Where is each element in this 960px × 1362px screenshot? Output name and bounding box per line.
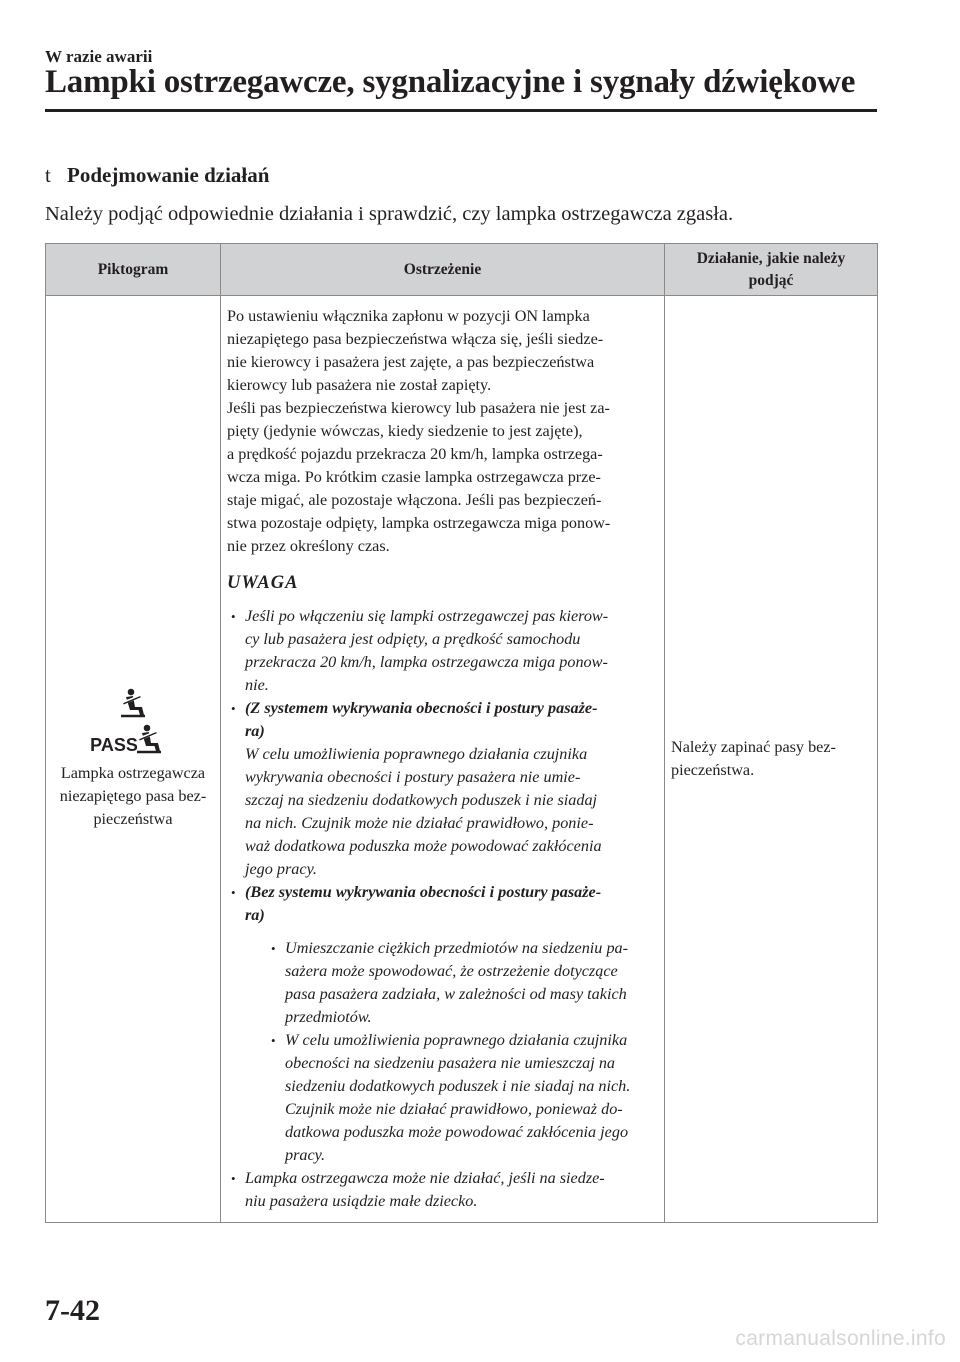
text-line: nie przez określony czas. xyxy=(227,537,390,555)
text-line: datkowa poduszka może powodować zakłócenia jego xyxy=(285,1123,629,1141)
subheading xyxy=(45,163,269,188)
text-line: wcza miga. Po krótkim czasie lampka ostrzegawcza prze- xyxy=(227,468,601,486)
watermark: carmanualsonline.info xyxy=(735,1327,946,1350)
seatbelt-warning-icon xyxy=(120,688,146,718)
text-line: Jeśli pas bezpieczeństwa kierowcy lub pasażera nie jest za- xyxy=(227,399,610,417)
text-line: • W celu umożliwienia poprawnego działania czujnika xyxy=(285,1031,628,1049)
text-line: Po ustawieniu włącznika zapłonu w pozycji ON lampka xyxy=(227,307,590,325)
note-title: UWAGA xyxy=(227,573,299,593)
text-line: szczaj na siedzeniu dodatkowych poduszek i nie siadaj xyxy=(245,791,598,809)
sub-note-list xyxy=(245,937,658,1167)
text-line: siedzeniu dodatkowych poduszek i nie siadaj na nich. xyxy=(285,1077,631,1095)
text-line: a prędkość pojazdu przekracza 20 km/h, lampka ostrzega- xyxy=(227,445,603,463)
text-line: staje migać, ale pozostaje włączona. Jeśli pas bezpieczeń- xyxy=(227,491,602,509)
header-pictogram: Piktogram xyxy=(46,244,221,296)
section-label: W razie awarii xyxy=(45,47,153,66)
page-title: Lampki ostrzegawcze, sygnalizacyjne i sygnały dźwiękowe xyxy=(45,64,856,100)
text-line: • Jeśli po włączeniu się lampki ostrzegawczej pas kierow- xyxy=(245,607,609,625)
caption-line: pieczeństwa xyxy=(93,809,173,828)
text-line: kierowcy lub pasażera nie został zapięty. xyxy=(227,376,492,394)
text-line: niezapiętego pasa bezpieczeństwa włącza się, jeśli siedze- xyxy=(227,330,604,348)
text-line: nie kierowcy i pasażera jest zajęte, a pas bezpieczeństwa xyxy=(227,353,595,371)
text-line: pieczeństwa. xyxy=(671,761,755,779)
note-item xyxy=(227,1167,658,1213)
sub-note-item xyxy=(267,1029,658,1167)
text-line: • Lampka ostrzegawcza może nie działać, jeśli na siedze- xyxy=(245,1169,605,1187)
header-action-line: Działanie, jakie należy xyxy=(696,249,846,267)
note-item xyxy=(227,697,658,881)
text-line: niu pasażera usiądzie małe dziecko. xyxy=(245,1192,478,1210)
text-line: ra) xyxy=(245,906,265,924)
subheading-marker: t xyxy=(45,163,51,187)
text-line: cy lub pasażera jest odpięty, a prędkość samochodu xyxy=(245,630,581,648)
text-line: pasa pasażera zadziała, w zależności od masy takich xyxy=(285,985,627,1003)
text-line: Czujnik może nie działać prawidłowo, ponieważ do- xyxy=(285,1100,623,1118)
text-line: W celu umożliwienia poprawnego działania czujnika xyxy=(245,745,588,763)
pass-label: PASS xyxy=(90,734,138,755)
warning-table xyxy=(45,243,878,1223)
pictogram-cell xyxy=(46,296,221,1223)
text-line: Należy zapinać pasy bez- xyxy=(671,738,836,756)
text-line: przekracza 20 km/h, lampka ostrzegawcza miga ponow- xyxy=(245,653,608,671)
text-line: • (Bez systemu wykrywania obecności i postury pasaże- xyxy=(245,883,602,901)
text-line: stwa pozostaje odpięty, lampka ostrzegawcza miga ponow- xyxy=(227,514,611,532)
note-list xyxy=(227,605,658,1213)
header-action-line: podjąć xyxy=(748,271,794,289)
text-line: pięty (jedynie wówczas, kiedy siedzenie to jest zajęte), xyxy=(227,422,583,440)
text-line: pracy. xyxy=(285,1146,326,1164)
text-line: sażera może spowodować, że ostrzeżenie dotyczące xyxy=(285,962,618,980)
note-item xyxy=(227,881,658,1167)
header-warning: Ostrzeżenie xyxy=(221,244,665,296)
text-line: przedmiotów. xyxy=(285,1008,372,1026)
passenger-seatbelt-indicator xyxy=(90,724,162,754)
text-line: obecności na siedzeniu pasażera nie umieszczaj na xyxy=(285,1054,616,1072)
caption-line: niezapiętego pasa bez- xyxy=(59,786,207,805)
note-item xyxy=(227,605,658,697)
passenger-seatbelt-icon xyxy=(136,724,162,754)
text-line: jego pracy. xyxy=(245,860,317,878)
text-line: na nich. Czujnik może nie działać prawidłowo, ponie- xyxy=(245,814,594,832)
sub-note-item xyxy=(267,937,658,1029)
table-header-row xyxy=(46,244,878,296)
text-line: • (Z systemem wykrywania obecności i postury pasaże- xyxy=(245,699,598,717)
subheading-text: Podejmowanie działań xyxy=(67,163,270,187)
caption-line: Lampka ostrzegawcza xyxy=(60,763,206,782)
title-rule xyxy=(45,109,877,112)
icon-caption xyxy=(52,762,214,831)
intro-text: Należy podjąć odpowiednie działania i sprawdzić, czy lampka ostrzegawcza zgasła. xyxy=(45,203,734,225)
table-row xyxy=(46,296,878,1223)
page-number: 7-42 xyxy=(45,1294,100,1327)
text-line: • Umieszczanie ciężkich przedmiotów na siedzeniu pa- xyxy=(285,939,629,957)
text-line: wykrywania obecności i postury pasażera nie umie- xyxy=(245,768,581,786)
text-line: waż dodatkowa poduszka może powodować zakłócenia xyxy=(245,837,602,855)
text-line: nie. xyxy=(245,676,269,694)
text-line: ra) xyxy=(245,722,265,740)
warning-paragraph xyxy=(227,305,658,558)
warning-cell xyxy=(221,296,665,1223)
action-cell xyxy=(665,296,878,1223)
seatbelt-icons xyxy=(52,688,214,754)
header-action xyxy=(665,244,878,296)
